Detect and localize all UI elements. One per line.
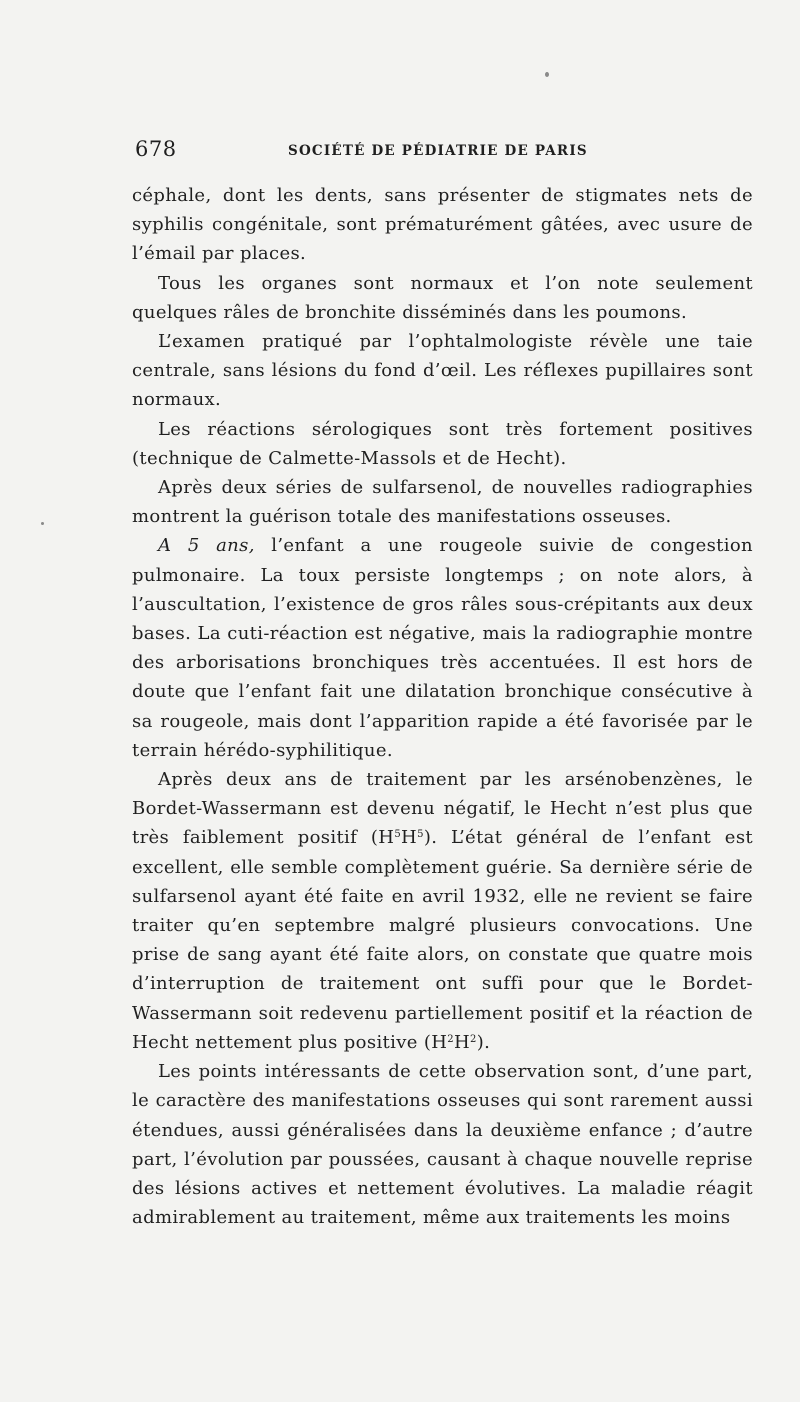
paragraph-3: L’examen pratiqué par l’ophtalmologiste révèle une taie centrale, sans lésions du fond d’œil. Les réflexes pupillaires sont normaux. xyxy=(132,331,753,411)
paragraph-1: céphale, dont les dents, sans présenter de stigmates nets de syphilis congénitale, sont prématurément gâtées, avec usure de l’émail par places. xyxy=(132,185,753,265)
superscript: 5 xyxy=(417,829,424,841)
paragraph-4: Les réactions sérologiques sont très fortement positives (technique de Calmette-Massols et de Hecht). xyxy=(132,418,753,469)
paragraph-7-text-d: H xyxy=(453,1031,471,1053)
page-header xyxy=(135,137,752,167)
paragraph-7-text-e: ). xyxy=(476,1031,491,1053)
superscript: 2 xyxy=(470,1033,477,1045)
page-number: 678 xyxy=(135,137,177,161)
superscript: 2 xyxy=(447,1033,454,1045)
paragraph-6-text: l’enfant a une rougeole suivie de congestion pulmonaire. La toux persiste longtemps ; on note alors, à l’auscultation, l’existence de gros râles sous-crépitants aux deux bases. La cuti-réaction est négative, mais la radiographie montre des arborisations bronchiques très accentuées. Il est hors de doute que l’enfant fait une dilatation bronchique consécutive à sa rougeole, mais dont l’apparition rapide a été favorisée par le terrain hérédo-syphilitique. xyxy=(132,535,754,761)
paragraph-7 xyxy=(132,765,753,1057)
superscript: 5 xyxy=(394,829,402,841)
paragraph-6 xyxy=(132,531,753,765)
paragraph-2: Tous les organes sont normaux et l’on note seulement quelques râles de bronchite disséminés dans les poumons. xyxy=(132,272,753,323)
italic-lead: A 5 ans, xyxy=(158,535,255,557)
scan-speck xyxy=(545,72,549,77)
scan-speck xyxy=(41,522,44,525)
paragraph-7-text-c: ). L’état général de l’enfant est excellent, elle semble complètement guérie. Sa dernière série de sulfarsenol ayant été faite en avril 1932, elle ne revient se faire traiter qu’en septembre malgré plusieurs convocations. Une prise de sang ayant été faite alors, on constate que quatre mois d’interruption de traitement ont suffi pour que le Bordet-Wassermann soit redevenu partiellement positif et la réaction de Hecht nettement plus positive (H xyxy=(132,827,753,1053)
paragraph-8: Les points intéressants de cette observation sont, d’une part, le caractère des manifestations osseuses qui sont rarement aussi étendues, aussi généralisées dans la deuxième enfance ; d’autre part, l’évolution par poussées, causant à chaque nouvelle reprise des lésions actives et nettement évolutives. La maladie réagit admirablement au traitement, même aux traitements les moins xyxy=(132,1061,753,1229)
body-text xyxy=(132,181,753,1232)
paragraph-7-text-a: Après deux ans de traitement par les arsénobenzènes, le Bordet-Wassermann est devenu négatif, le Hecht n’est plus que très faiblement positif (H xyxy=(132,769,753,849)
running-head: SOCIÉTÉ DE PÉDIATRIE DE PARIS xyxy=(288,143,588,159)
paragraph-5: Après deux séries de sulfarsenol, de nouvelles radiographies montrent la guérison totale des manifestations osseuses. xyxy=(132,477,753,528)
paragraph-7-text-b: H xyxy=(401,827,418,849)
